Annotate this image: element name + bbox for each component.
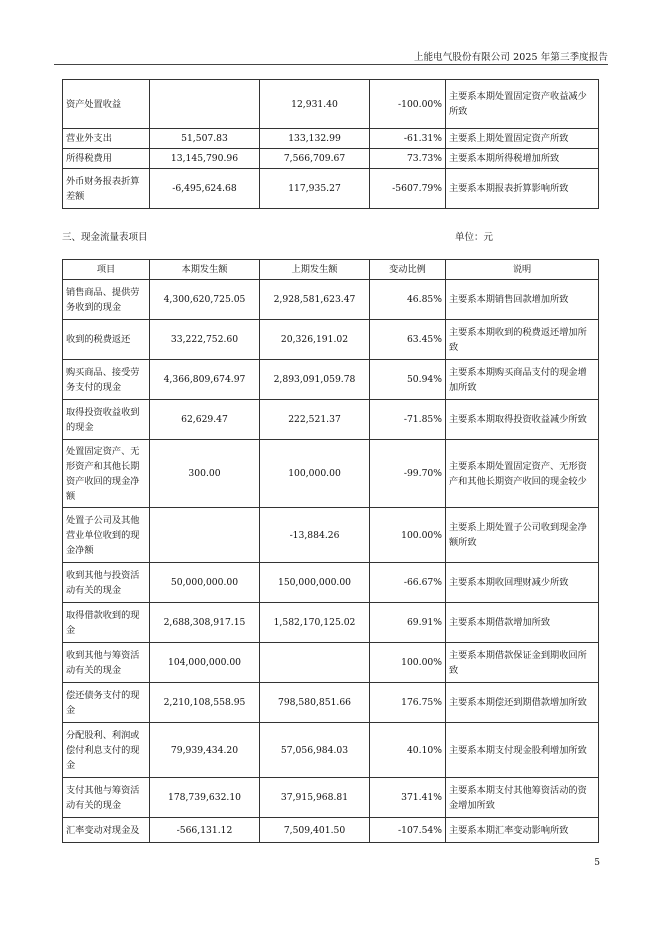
row-current-cell: 33,222,752.60 — [150, 320, 260, 360]
row-reason-cell: 主要系本期借款增加所致 — [446, 603, 599, 643]
income-items-table — [62, 79, 599, 209]
row-current-cell: 51,507.83 — [150, 129, 260, 149]
row-reason-cell: 主要系本期处置固定资产收益减少所致 — [446, 80, 599, 129]
row-current-cell: 4,366,809,674.97 — [150, 360, 260, 400]
row-item-cell: 处置固定资产、无形资产和其他长期资产收回的现金净额 — [63, 440, 150, 508]
header-current: 本期发生额 — [150, 260, 260, 280]
row-prior-cell: 7,566,709.67 — [260, 149, 370, 169]
row-reason-cell: 主要系上期处置子公司收到现金净额所致 — [446, 508, 599, 563]
table-row — [63, 683, 599, 723]
section-title: 三、现金流量表项目 — [62, 232, 148, 243]
row-reason-cell: 主要系本期支付其他筹资活动的资金增加所致 — [446, 778, 599, 818]
row-change-cell: 46.85% — [370, 280, 446, 320]
row-change-cell: -61.31% — [370, 129, 446, 149]
row-prior-cell: 150,000,000.00 — [260, 563, 370, 603]
row-change-cell: -99.70% — [370, 440, 446, 508]
table-row — [63, 818, 599, 843]
row-current-cell — [150, 508, 260, 563]
row-prior-cell: 133,132.99 — [260, 129, 370, 149]
row-reason-cell: 主要系本期收回理财减少所致 — [446, 563, 599, 603]
row-reason-cell: 主要系本期偿还到期借款增加所致 — [446, 683, 599, 723]
row-current-cell: -6,495,624.68 — [150, 169, 260, 209]
row-current-cell: 178,739,632.10 — [150, 778, 260, 818]
row-item-cell: 偿还债务支付的现金 — [63, 683, 150, 723]
row-prior-cell: 37,915,968.81 — [260, 778, 370, 818]
row-item-cell: 所得税费用 — [63, 149, 150, 169]
row-reason-cell: 主要系本期借款保证金到期收回所致 — [446, 643, 599, 683]
header-divider — [54, 64, 608, 65]
row-item-cell: 收到其他与投资活动有关的现金 — [63, 563, 150, 603]
table-row — [63, 440, 599, 508]
row-prior-cell: -13,884.26 — [260, 508, 370, 563]
row-item-cell: 汇率变动对现金及 — [63, 818, 150, 843]
page-number: 5 — [594, 858, 600, 868]
table-row — [63, 603, 599, 643]
row-item-cell: 营业外支出 — [63, 129, 150, 149]
row-item-cell: 取得借款收到的现金 — [63, 603, 150, 643]
table-row — [63, 778, 599, 818]
row-item-cell: 销售商品、提供劳务收到的现金 — [63, 280, 150, 320]
row-reason-cell: 主要系本期购买商品支付的现金增加所致 — [446, 360, 599, 400]
header-item: 项目 — [63, 260, 150, 280]
row-change-cell: 371.41% — [370, 778, 446, 818]
row-change-cell: -107.54% — [370, 818, 446, 843]
table-row — [63, 129, 599, 149]
row-change-cell: 73.73% — [370, 149, 446, 169]
row-current-cell: 79,939,434.20 — [150, 723, 260, 778]
table-row — [63, 563, 599, 603]
row-item-cell: 收到其他与筹资活动有关的现金 — [63, 643, 150, 683]
table-row — [63, 280, 599, 320]
row-current-cell: 2,688,308,917.15 — [150, 603, 260, 643]
header-reason: 说明 — [446, 260, 599, 280]
page-header-title: 上能电气股份有限公司 2025 年第三季度报告 — [413, 52, 608, 63]
table-row — [63, 360, 599, 400]
row-current-cell: 300.00 — [150, 440, 260, 508]
row-prior-cell: 57,056,984.03 — [260, 723, 370, 778]
row-current-cell: 4,300,620,725.05 — [150, 280, 260, 320]
table-header-row — [63, 260, 599, 280]
row-change-cell: 176.75% — [370, 683, 446, 723]
table-row — [63, 80, 599, 129]
row-prior-cell: 2,928,581,623.47 — [260, 280, 370, 320]
row-current-cell: 2,210,108,558.95 — [150, 683, 260, 723]
header-prior: 上期发生额 — [260, 260, 370, 280]
row-reason-cell: 主要系本期收到的税费返还增加所致 — [446, 320, 599, 360]
row-item-cell: 购买商品、接受劳务支付的现金 — [63, 360, 150, 400]
cashflow-table — [62, 259, 599, 843]
row-prior-cell: 100,000.00 — [260, 440, 370, 508]
row-current-cell: -566,131.12 — [150, 818, 260, 843]
row-current-cell: 13,145,790.96 — [150, 149, 260, 169]
row-reason-cell: 主要系本期处置固定资产、无形资产和其他长期资产收回的现金较少 — [446, 440, 599, 508]
row-reason-cell: 主要系上期处置固定资产所致 — [446, 129, 599, 149]
table-row — [63, 723, 599, 778]
row-reason-cell: 主要系本期销售回款增加所致 — [446, 280, 599, 320]
table-row — [63, 149, 599, 169]
row-prior-cell: 12,931.40 — [260, 80, 370, 129]
row-reason-cell: 主要系本期支付现金股利增加所致 — [446, 723, 599, 778]
row-reason-cell: 主要系本期报表折算影响所致 — [446, 169, 599, 209]
row-prior-cell: 20,326,191.02 — [260, 320, 370, 360]
row-item-cell: 收到的税费返还 — [63, 320, 150, 360]
header-change: 变动比例 — [370, 260, 446, 280]
row-prior-cell: 798,580,851.66 — [260, 683, 370, 723]
row-current-cell — [150, 80, 260, 129]
row-current-cell: 104,000,000.00 — [150, 643, 260, 683]
row-item-cell: 取得投资收益收到的现金 — [63, 400, 150, 440]
row-item-cell: 支付其他与筹资活动有关的现金 — [63, 778, 150, 818]
row-change-cell: 69.91% — [370, 603, 446, 643]
row-change-cell: -71.85% — [370, 400, 446, 440]
table-row — [63, 320, 599, 360]
row-change-cell: 40.10% — [370, 723, 446, 778]
row-change-cell: 63.45% — [370, 320, 446, 360]
row-item-cell: 资产处置收益 — [63, 80, 150, 129]
row-current-cell: 62,629.47 — [150, 400, 260, 440]
row-item-cell: 处置子公司及其他营业单位收到的现金净额 — [63, 508, 150, 563]
row-reason-cell: 主要系本期汇率变动影响所致 — [446, 818, 599, 843]
row-prior-cell: 222,521.37 — [260, 400, 370, 440]
unit-label: 单位：元 — [455, 232, 494, 243]
row-item-cell: 分配股利、利润或偿付利息支付的现金 — [63, 723, 150, 778]
table-row — [63, 169, 599, 209]
row-current-cell: 50,000,000.00 — [150, 563, 260, 603]
row-reason-cell: 主要系本期所得税增加所致 — [446, 149, 599, 169]
row-prior-cell: 7,509,401.50 — [260, 818, 370, 843]
row-change-cell: 100.00% — [370, 643, 446, 683]
row-change-cell: 50.94% — [370, 360, 446, 400]
row-reason-cell: 主要系本期取得投资收益减少所致 — [446, 400, 599, 440]
table-row — [63, 400, 599, 440]
row-item-cell: 外币财务报表折算差额 — [63, 169, 150, 209]
row-prior-cell: 2,893,091,059.78 — [260, 360, 370, 400]
row-prior-cell — [260, 643, 370, 683]
row-change-cell: -100.00% — [370, 80, 446, 129]
row-prior-cell: 1,582,170,125.02 — [260, 603, 370, 643]
table-row — [63, 643, 599, 683]
row-change-cell: -5607.79% — [370, 169, 446, 209]
row-change-cell: 100.00% — [370, 508, 446, 563]
row-change-cell: -66.67% — [370, 563, 446, 603]
row-prior-cell: 117,935.27 — [260, 169, 370, 209]
table-row — [63, 508, 599, 563]
